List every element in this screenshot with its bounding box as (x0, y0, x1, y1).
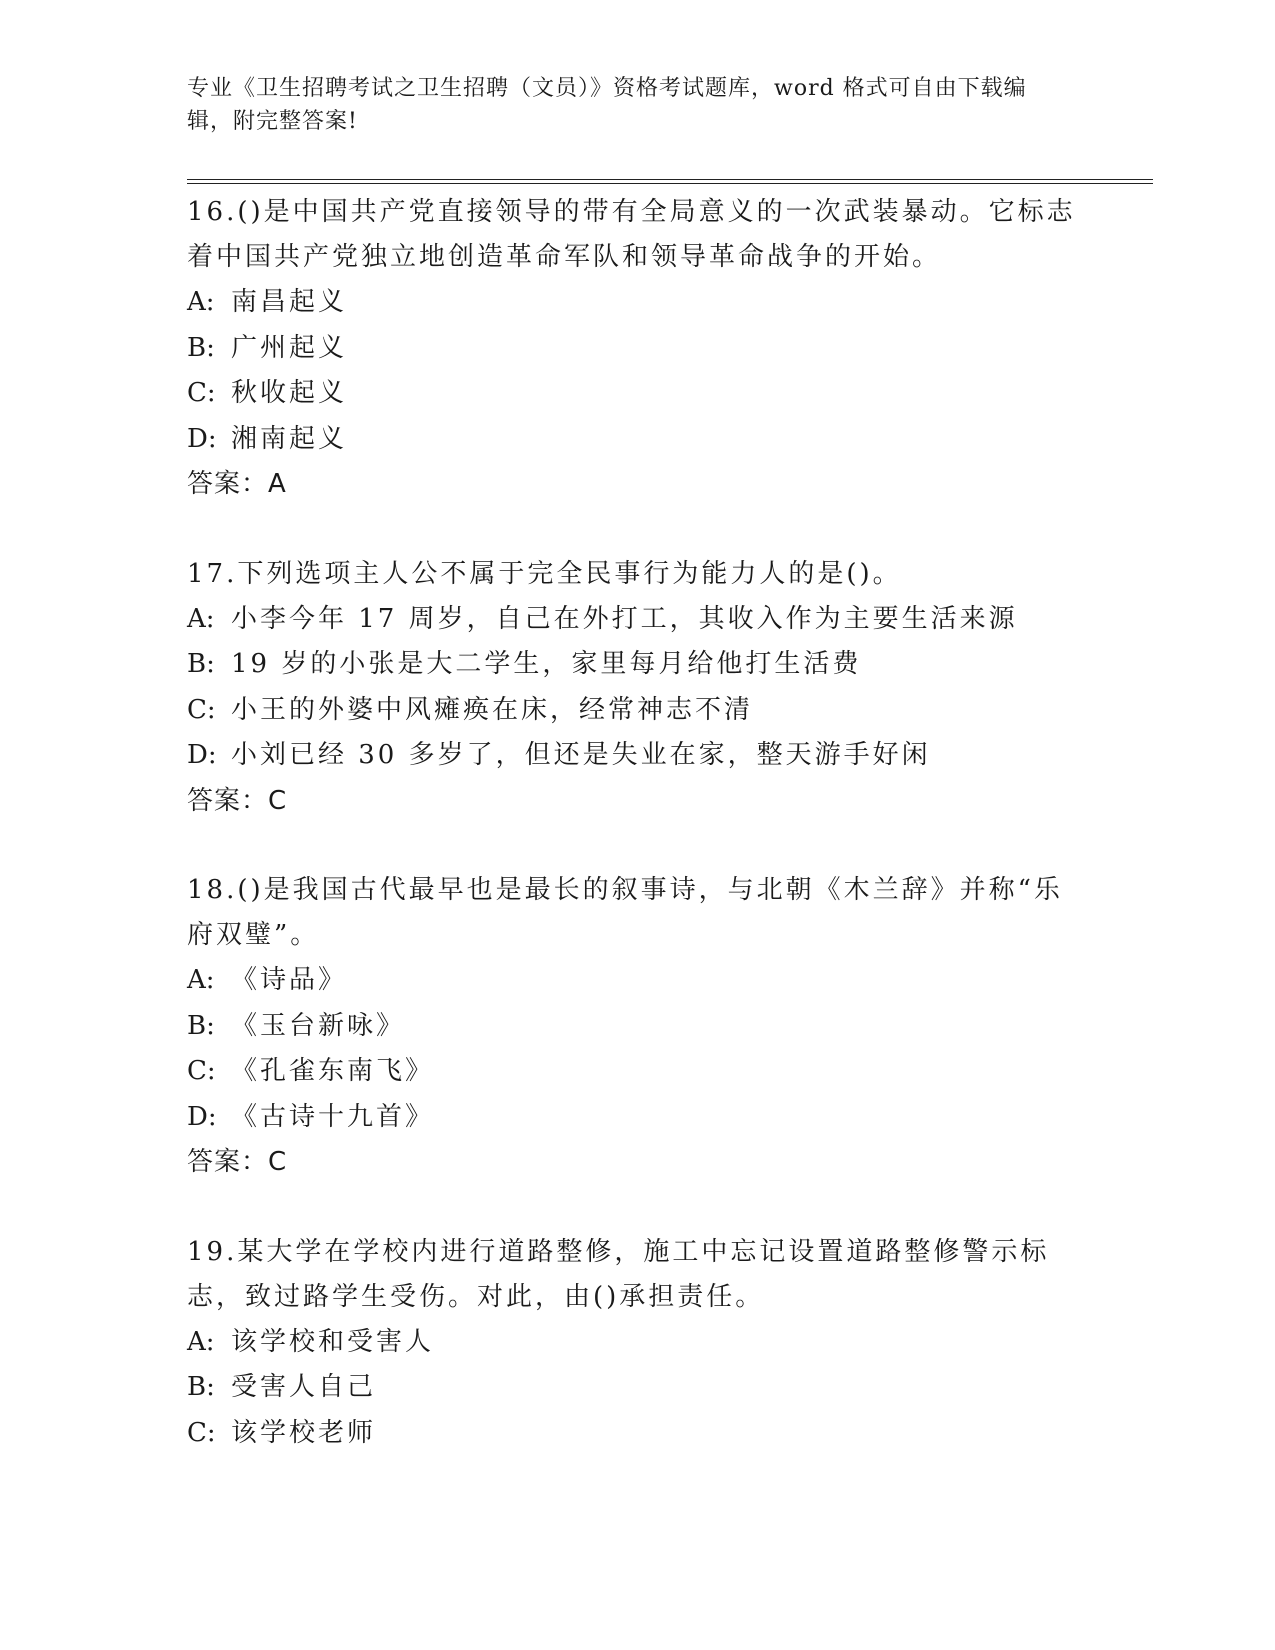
option-letter: A: (187, 287, 215, 317)
answer-line (187, 1140, 1087, 1186)
question-18 (187, 868, 1087, 1186)
document-header: 专业《卫生招聘考试之卫生招聘（文员）》资格考试题库，word 格式可自由下载编辑，附完整答案! (187, 76, 1027, 134)
answer-value: C (268, 785, 288, 816)
option-letter: B: (187, 1372, 215, 1402)
option-c (187, 688, 1087, 734)
option-d (187, 733, 1087, 779)
answer-line (187, 462, 1087, 508)
header-divider-bottom (187, 183, 1153, 184)
option-letter: A: (187, 603, 215, 634)
option-text: 湘南起义 (231, 423, 348, 454)
option-text: 小刘已经 30 多岁了，但还是失业在家，整天游手好闲 (231, 740, 931, 770)
answer-label: 答案： (187, 1147, 269, 1177)
option-letter: B: (187, 1010, 215, 1041)
option-letter: C: (187, 1056, 216, 1086)
option-a (187, 280, 1087, 326)
question-19 (187, 1230, 1087, 1457)
option-c (187, 1049, 1087, 1095)
answer-label: 答案： (187, 785, 269, 816)
option-text: 19 岁的小张是大二学生，家里每月给他打生活费 (231, 649, 862, 679)
option-b (187, 1365, 1087, 1411)
option-a (187, 1320, 1087, 1366)
option-text: 《诗品》 (231, 965, 348, 995)
option-b (187, 326, 1087, 372)
option-text: 南昌起义 (231, 287, 348, 317)
option-letter: D: (187, 1101, 217, 1132)
option-text: 《玉台新咏》 (231, 1010, 406, 1041)
answer-label: 答案： (187, 469, 269, 499)
option-text: 广州起义 (231, 332, 348, 363)
question-list (187, 190, 1087, 1500)
question-text: 18.()是我国古代最早也是最长的叙事诗，与北朝《木兰辞》并称“乐府双璧”。 (187, 875, 1063, 950)
option-letter: C: (187, 1417, 216, 1448)
option-a (187, 597, 1087, 643)
option-letter: D: (187, 740, 217, 770)
option-text: 秋收起义 (231, 378, 348, 408)
option-c (187, 371, 1087, 417)
option-text: 该学校和受害人 (231, 1326, 435, 1357)
answer-value: C (268, 1147, 288, 1177)
option-d (187, 417, 1087, 463)
question-text: 19.某大学在学校内进行道路整修，施工中忘记设置道路整修警示标志，致过路学生受伤。对此，由()承担责任。 (187, 1236, 1050, 1312)
option-text: 该学校老师 (231, 1417, 377, 1448)
option-letter: B: (187, 649, 215, 679)
answer-value: A (268, 469, 287, 499)
question-16 (187, 190, 1087, 508)
option-text: 小李今年 17 周岁，自己在外打工，其收入作为主要生活来源 (231, 603, 1018, 634)
option-letter: A: (187, 1326, 215, 1357)
question-17 (187, 552, 1087, 825)
option-text: 《孔雀东南飞》 (231, 1056, 435, 1086)
option-letter: B: (187, 332, 215, 363)
option-b (187, 1004, 1087, 1050)
answer-line (187, 779, 1087, 825)
option-letter: C: (187, 694, 216, 725)
option-letter: D: (187, 423, 217, 454)
option-b (187, 642, 1087, 688)
header-divider-top (187, 179, 1153, 180)
option-text: 受害人自己 (231, 1372, 377, 1402)
question-text: 16.()是中国共产党直接领导的带有全局意义的一次武装暴动。它标志着中国共产党独立地创造革命军队和领导革命战争的开始。 (187, 197, 1076, 272)
question-text: 17.下列选项主人公不属于完全民事行为能力人的是()。 (187, 558, 902, 589)
option-letter: A: (187, 965, 215, 995)
option-text: 《古诗十九首》 (231, 1101, 435, 1132)
option-c (187, 1411, 1087, 1457)
option-d (187, 1095, 1087, 1141)
option-text: 小王的外婆中风瘫痪在床，经常神志不清 (231, 694, 754, 725)
option-a (187, 958, 1087, 1004)
option-letter: C: (187, 378, 216, 408)
